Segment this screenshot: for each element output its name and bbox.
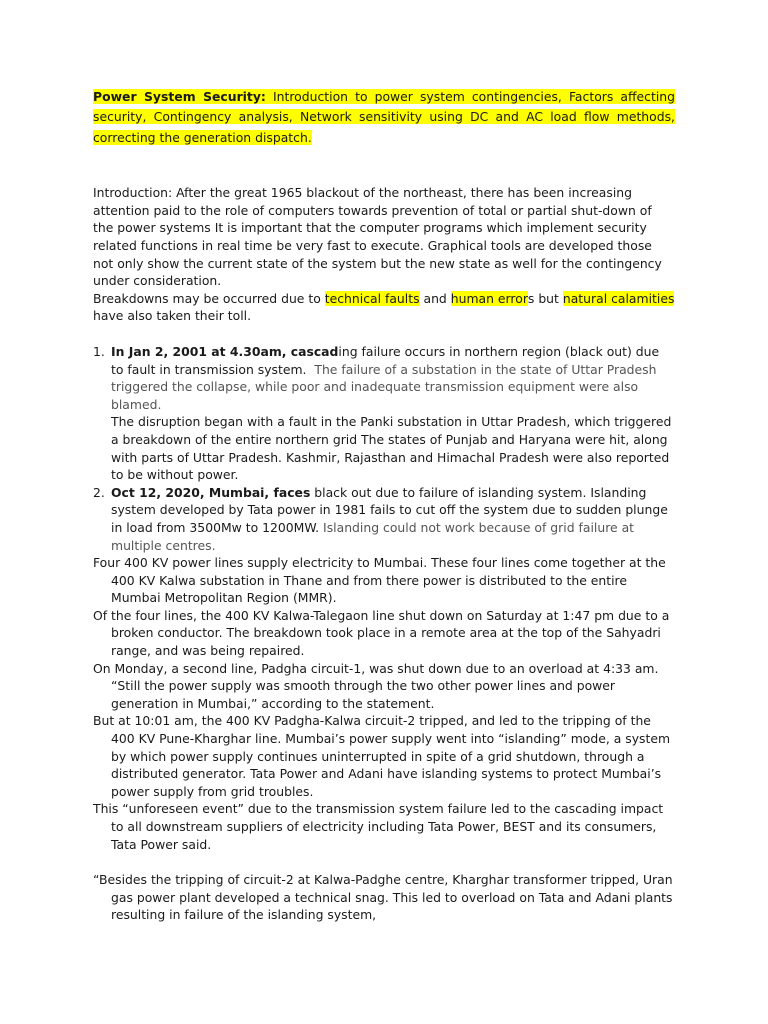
breakdowns-paragraph [93,290,675,325]
paragraph-unforeseen-event: This “unforeseen event” due to the transmission system failure led to the cascading impact to all downstream suppliers of electricity including Tata Power, BEST and its consumers, Tata Power said. [93,801,664,852]
title-text: Introduction to power system contingencies, Factors affecting security, Contingency analysis, Network sensitivity using DC and AC load flow methods, correcting the generation dispatch. [93,89,675,145]
paragraph-four-lines: Four 400 KV power lines supply electricity to Mumbai. These four lines come together at the 400 KV Kalwa substation in Thane and from there power is distributed to the entire Mumbai Metropolitan Region (MMR). [93,555,666,606]
event-date: In Jan 2, 2001 at 4.30am, cascad [111,343,339,359]
intro-paragraph: Introduction: After the great 1965 blackout of the northeast, there has been increasing attention paid to the role of computers towards prevention of total or partial shut-down of the power systems It is important that the computer programs which implement security related functions in real time be very fast to execute. Graphical tools are developed those not only show the current state of the system but the new state as well for the contingency under consideration. [93,185,662,289]
event-gray-text: Islanding could not work because of grid failure at multiple centres. [111,519,635,553]
list-item [93,484,675,554]
list-number: 1. [93,343,105,359]
paragraph-islanding: But at 10:01 am, the 400 KV Padgha-Kalwa circuit-2 tripped, and led to the tripping of the 400 KV Pune-Kharghar line. Mumbai’s power supply went into “islanding” mode, a system by which power supply continues uninterrupted in spite of a grid shutdown, through a distributed generator. Tata Power and Adani have islanding systems to protect Mumbai’s power supply from grid troubles. [93,713,671,799]
highlight-natural-calamities: natural calamities [562,290,675,306]
paragraph-first-line: Of the four lines, the 400 KV Kalwa-Talegaon line shut down on Saturday at 1:47 pm due to a broken conductor. The breakdown took place in a remote area at the top of the Sahyadri range, and was being repaired. [93,607,670,659]
event-text: ing failure occurs in northern region (black out) due to fault in transmission system. [111,343,660,377]
breakdowns-text-1: Breakdowns may be occurred due to [93,290,325,306]
events-list [93,343,675,554]
event-extra-text: The disruption began with a fault in the Panki substation in Uttar Pradesh, which triggered a breakdown of the entire northern grid The states of Punjab and Haryana were hit, along with parts of Uttar Pradesh. Kashmir, Rajasthan and Himachal Pradesh were also reported to be without power. [111,414,672,483]
paragraph-second-line: On Monday, a second line, Padgha circuit-1, was shut down due to an overload at 4:33 am. “Still the power supply was smooth through the two other power lines and power generation in Mumbai,” according to the statement. [93,660,659,711]
intro-section [93,184,675,325]
highlight-human-error: human error [450,290,528,306]
list-number: 2. [93,484,105,500]
event-date: Oct 12, 2020, Mumbai, faces [111,484,311,500]
highlight-technical-faults: technical faults [324,290,420,306]
breakdowns-text-2: and [419,290,451,306]
quote-paragraph: “Besides the tripping of circuit-2 at Kalwa-Padghe centre, Kharghar transformer tripped, Uran gas power plant developed a technical snag. This led to overload on Tata and Adani plants resulting in failure of the islanding system, [93,872,673,923]
event-text: black out due to failure of islanding system. Islanding system developed by Tata power in 1981 fails to cut off the system due to sudden plunge in load from 3500Mw to 1200MW. [111,484,668,535]
event-gray-text: The failure of a substation in the state of Uttar Pradesh triggered the collapse, while poor and inadequate transmission equipment were also blamed. [111,361,657,412]
list-item [93,343,675,484]
document-body [93,87,675,924]
title-heading: Power System Security: [93,89,266,104]
breakdowns-text-3: s but [527,290,563,306]
document-title [93,87,675,148]
breakdowns-text-4: have also taken their toll. [93,308,252,324]
